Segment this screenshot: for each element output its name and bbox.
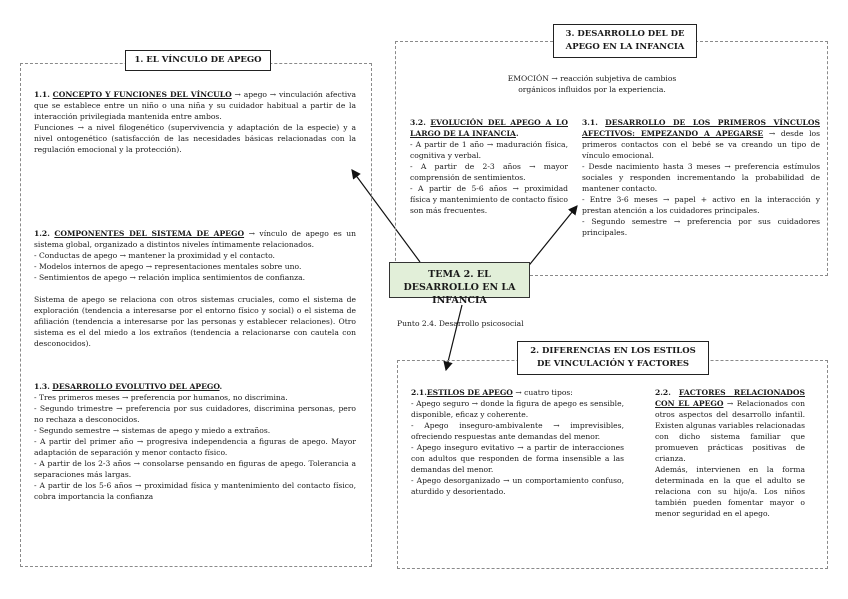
list-item: - Desde nacimiento hasta 3 meses → preferencia estímulos sociales y responden incrementando la probabilidad de mantener contacto.	[582, 162, 820, 193]
s32-title: EVOLUCIÓN DEL APEGO A LO LARGO DE LA INFANCIA	[410, 118, 568, 138]
desarrollo-header: 3. DESARROLLO DEL DE APEGO EN LA INFANCIA	[553, 24, 697, 58]
list-item: - Entre 3-6 meses → papel + activo en la interacción y prestan atención a los cuidadores principales.	[582, 195, 820, 215]
vinculo-header: 1. EL VÍNCULO DE APEGO	[125, 50, 271, 71]
diferencias-header: 2. DIFERENCIAS EN LOS ESTILOS DE VINCULACIÓN Y FACTORES	[517, 341, 709, 375]
vinculo-s13: 1.3. DESARROLLO EVOLUTIVO DEL APEGO. - Tres primeros meses → preferencia por humanos, no discrimina. - Segundo trimestre → preferencia por sus cuidadores, discrimina personas, pero no rechaza a desconocidos. - Segundo semestre → sistemas de apego y miedo a extraños. - A partir del primer año → progresiva independencia a figuras de apego. Mayor adaptación de separación y menor contacto físico. - A partir de los 2-3 años → consolarse pensando en figuras de apego. Tolerancia a separaciones más largas. - A partir de los 5-6 años → proximidad física y mantenimiento del contacto físico, cobra importancia la confianza	[34, 382, 356, 501]
list-item: - A partir de los 2-3 años → consolarse pensando en figuras de apego. Tolerancia a separaciones más largas.	[34, 459, 356, 479]
s22-title: FACTORES RELACIONADOS CON EL APEGO	[655, 388, 805, 408]
desarrollo-s32: 3.2. EVOLUCIÓN DEL APEGO A LO LARGO DE LA INFANCIA. - A partir de 1 año → maduración física, cognitiva y verbal. - A partir de 2-3 años → mayor comprensión de sentimientos. - A partir de 5-6 años → proximidad física y mantenimiento de contacto físico son más frecuentes.	[410, 118, 568, 215]
s31-title: DESARROLLO DE LOS PRIMEROS VÍNCULOS AFECTIVOS: EMPEZANDO A APEGARSE	[582, 118, 820, 138]
list-item: - A partir de 2-3 años → mayor comprensión de sentimientos.	[410, 162, 568, 182]
diferencias-s21: 2.1.ESTILOS DE APEGO → cuatro tipos: - Apego seguro → donde la figura de apego es sensible, disponible, eficaz y coherente. - Apego inseguro-ambivalente → imprevisibles, ofreciendo respuestas ante demandas del menor. - Apego inseguro evitativo → a partir de interacciones con adultos que responden de forma insensible a las demandas del menor. - Apego desorganizado → un comportamiento confuso, aturdido y desorientado.	[411, 388, 624, 496]
list-item: - Conductas de apego → mantener la proximidad y el contacto.	[34, 251, 275, 260]
s11-funciones: Funciones → a nivel filogenético (supervivencia y adaptación de la especie) y a nivel ontogenético (satisfacción de las necesidades básicas relacionadas con la regulación emocional y la protección).	[34, 123, 356, 154]
list-item: - A partir del primer año → progresiva independencia a figuras de apego. Mayor adaptación de separación y menor contacto físico.	[34, 437, 356, 457]
list-item: - A partir de 5-6 años → proximidad física y mantenimiento de contacto físico son más frecuentes.	[410, 184, 568, 215]
vinculo-s11: 1.1. CONCEPTO Y FUNCIONES DEL VÍNCULO → apego → vinculación afectiva que se establece entre un niño o una niña y su cuidador habitual a partir de la interacción privilegiada mantenida entre ambos. Funciones → a nivel filogenético (supervivencia y adaptación de la especie) y a nivel ontogenético (satisfacción de las necesidades básicas relacionadas con la regulación emocional y la protección).	[34, 90, 357, 154]
s13-title: DESARROLLO EVOLUTIVO DEL APEGO	[52, 382, 220, 391]
list-item: - Apego desorganizado → un comportamiento confuso, aturdido y desorientado.	[411, 476, 624, 496]
list-item: - Modelos internos de apego → representaciones mentales sobre uno.	[34, 262, 302, 271]
list-item: - Apego inseguro evitativo → a partir de interacciones con adultos que responden de forma insensible a las demandas del menor.	[411, 443, 624, 474]
s22-paragraph: Además, intervienen en la forma determinada en la que el adulto se relaciona con su hijo/a. Los niños también pueden fomentar mayor o menor seguridad en el apego.	[655, 465, 805, 518]
list-item: - Apego seguro → donde la figura de apego es sensible, disponible, eficaz y coherente.	[411, 399, 624, 419]
diferencias-s22: 2.2. FACTORES RELACIONADOS CON EL APEGO → Relacionados con otros aspectos del desarrollo infantil. Existen algunas variables relacionadas con dicho sistema familiar que promueven prácticas positivas de crianza. Además, intervienen en la forma determinada en la que el adulto se relaciona con su hijo/a. Los niños también pueden fomentar mayor o menor seguridad en el apego.	[655, 388, 805, 518]
s12-title: COMPONENTES DEL SISTEMA DE APEGO	[54, 229, 245, 238]
list-item: - Segundo semestre → sistemas de apego y miedo a extraños.	[34, 426, 271, 435]
desarrollo-s31: 3.1. DESARROLLO DE LOS PRIMEROS VÍNCULOS AFECTIVOS: EMPEZANDO A APEGARSE → desde los primeros contactos con el bebé se va creando un tipo de vínculo emocional. - Desde nacimiento hasta 3 meses → preferencia estímulos sociales y responden incrementando la probabilidad de mantener contacto. - Entre 3-6 meses → papel + activo en la interacción y prestan atención a los cuidadores principales. - Segundo semestre → preferencia por sus cuidadores principales.	[582, 118, 820, 237]
emocion-text: EMOCIÓN → reacción subjetiva de cambios orgánicos influidos por la experiencia.	[507, 74, 677, 94]
s11-title: CONCEPTO Y FUNCIONES DEL VÍNCULO	[52, 90, 232, 99]
list-item: - Segundo semestre → preferencia por sus cuidadores principales.	[582, 217, 820, 237]
list-item: - Tres primeros meses → preferencia por humanos, no discrimina.	[34, 393, 288, 402]
list-item: - A partir de los 5-6 años → proximidad física y mantenimiento del contacto físico, cobra importancia la confianza	[34, 481, 356, 501]
list-item: - Sentimientos de apego → relación implica sentimientos de confianza.	[34, 273, 306, 282]
s12-paragraph: Sistema de apego se relaciona con otros sistemas cruciales, como el sistema de exploración (tendencia a interesarse por el entorno físico y social) o el sistema de afiliación (tendencia a interesarse por las personas y establecer relaciones). Otro sistema es el del miedo a los extraños (tendencia a relacionarse con cautela con desconocidos).	[34, 295, 356, 348]
list-item: - A partir de 1 año → maduración física, cognitiva y verbal.	[410, 140, 568, 160]
list-item: - Segundo trimestre → preferencia por sus cuidadores, discrimina personas, pero no rechaza a desconocidos.	[34, 404, 356, 424]
punto-label: Punto 2.4. Desarrollo psicosocial	[397, 319, 524, 328]
list-item: - Apego inseguro-ambivalente → imprevisibles, ofreciendo respuestas ante demandas del menor.	[411, 421, 624, 441]
s21-title: ESTILOS DE APEGO	[426, 388, 513, 397]
center-title-box: TEMA 2. EL DESARROLLO EN LA INFANCIA	[389, 262, 530, 298]
vinculo-s12: 1.2. COMPONENTES DEL SISTEMA DE APEGO → vínculo de apego es un sistema global, organizado a distintos niveles íntimamente relacionados. - Conductas de apego → mantener la proximidad y el contacto. - Modelos internos de apego → representaciones mentales sobre uno. - Sentimientos de apego → relación implica sentimientos de confianza. Sistema de apego se relaciona con otros sistemas cruciales, como el sistema de exploración (tendencia a interesarse por el entorno físico y social) o el sistema de afiliación (tendencia a interesarse por las personas y establecer relaciones). Otro sistema es el del miedo a los extraños (tendencia a relacionarse con cautela con desconocidos).	[34, 229, 357, 348]
